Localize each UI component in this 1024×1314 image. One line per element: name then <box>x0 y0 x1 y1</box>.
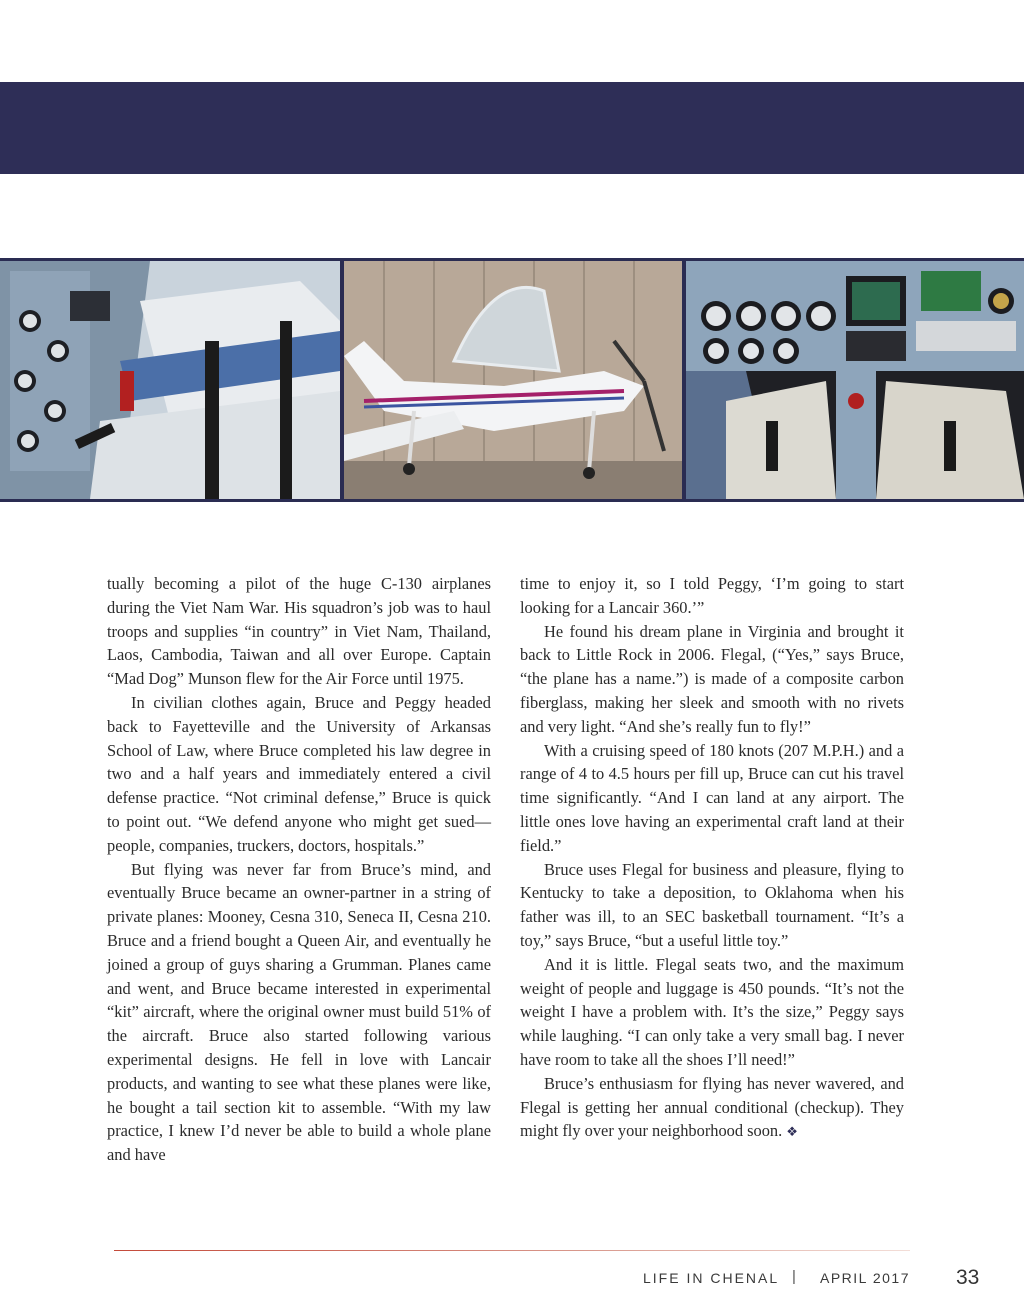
article-paragraph: Bruce uses Flegal for business and pleasure, flying to Kentucky to take a deposition, to Oklahoma when his father was ill, to an SEC basketball tournament. “It’s a toy,” says Bruce, “but a useful little toy.” <box>520 859 904 950</box>
article-paragraph: time to enjoy it, so I told Peggy, ‘I’m going to start looking for a Lancair 360.’” <box>520 574 904 617</box>
cockpit-interior-photo <box>0 261 340 499</box>
page-footer <box>0 1266 1024 1296</box>
article-paragraph: He found his dream plane in Virginia and brought it back to Little Rock in 2006. Flegal, (“Yes,” says Bruce, “the plane has a name.”) is made of a composite carbon fiberglass, making her sleek and smooth with no rivets and very light. “And she’s really fun to fly!” <box>520 621 904 736</box>
lancair-360-photo <box>344 261 682 499</box>
header-banner <box>0 82 1024 174</box>
magazine-name: LIFE IN CHENAL <box>643 1270 780 1286</box>
article-paragraph: tually becoming a pilot of the huge C-130 airplanes during the Viet Nam War. His squadron’s job was to haul troops and supplies “in country” in Viet Nam, Thailand, Laos, Cambodia, Taiwan and all over Europe. Captain “Mad Dog” Munson flew for the Air Force until 1975. <box>107 574 491 689</box>
photo-strip <box>0 258 1024 502</box>
article-paragraph: But flying was never far from Bruce’s mind, and eventually Bruce became an owner-partner in a string of private planes: Mooney, Cesna 310, Seneca II, Cesna 210. Bruce and a friend bought a Queen Air, and eventually he joined a group of guys sharing a Grumman. Planes came and went, and Bruce became interested in experimental “kit” aircraft, where the original owner must build 51% of the aircraft. Bruce also started following various experimental designs. He fell in love with Lancair products, and wanting to see what these planes were like, he bought a tail section kit to assemble. “With my law practice, I knew I’d never be able to build a whole plane and have <box>107 859 491 1165</box>
article-paragraph: In civilian clothes again, Bruce and Peggy headed back to Fayetteville and the University of Arkansas School of Law, where Bruce completed his law degree in two and a half years and immediately entered a civil defense practice. “Not criminal defense,” Bruce is quick to point out. “We defend anyone who might get sued—people, companies, truckers, doctors, hospitals.” <box>107 692 491 855</box>
article-paragraph: With a cruising speed of 180 knots (207 M.P.H.) and a range of 4 to 4.5 hours per fill up, Bruce can cut his travel time significantly. “And I can land at any airport. The little ones love having an experimental craft land at their field.” <box>520 740 904 855</box>
instrument-panel-photo <box>686 261 1024 499</box>
article-column-right <box>520 572 904 1144</box>
page-number: 33 <box>956 1266 980 1289</box>
article-paragraph: And it is little. Flegal seats two, and the maximum weight of people and luggage is 450 pounds. “It’s not the weight I have a problem with. It’s the size,” Peggy says while laughing. “I can only take a very small bag. I never have room to take all the shoes I’ll need!” <box>520 954 904 1069</box>
footer-separator: | <box>792 1268 796 1285</box>
footer-rule <box>114 1250 910 1251</box>
end-mark-icon: ❖ <box>786 1124 798 1140</box>
issue-date: APRIL 2017 <box>820 1270 910 1286</box>
article-column-left <box>107 572 491 1167</box>
article-final-text: Bruce’s enthusiasm for flying has never wavered, and Flegal is getting her annual conditional (checkup). They might fly over your neighborhood soon. <box>520 1073 904 1141</box>
article-final-paragraph <box>520 1072 904 1144</box>
